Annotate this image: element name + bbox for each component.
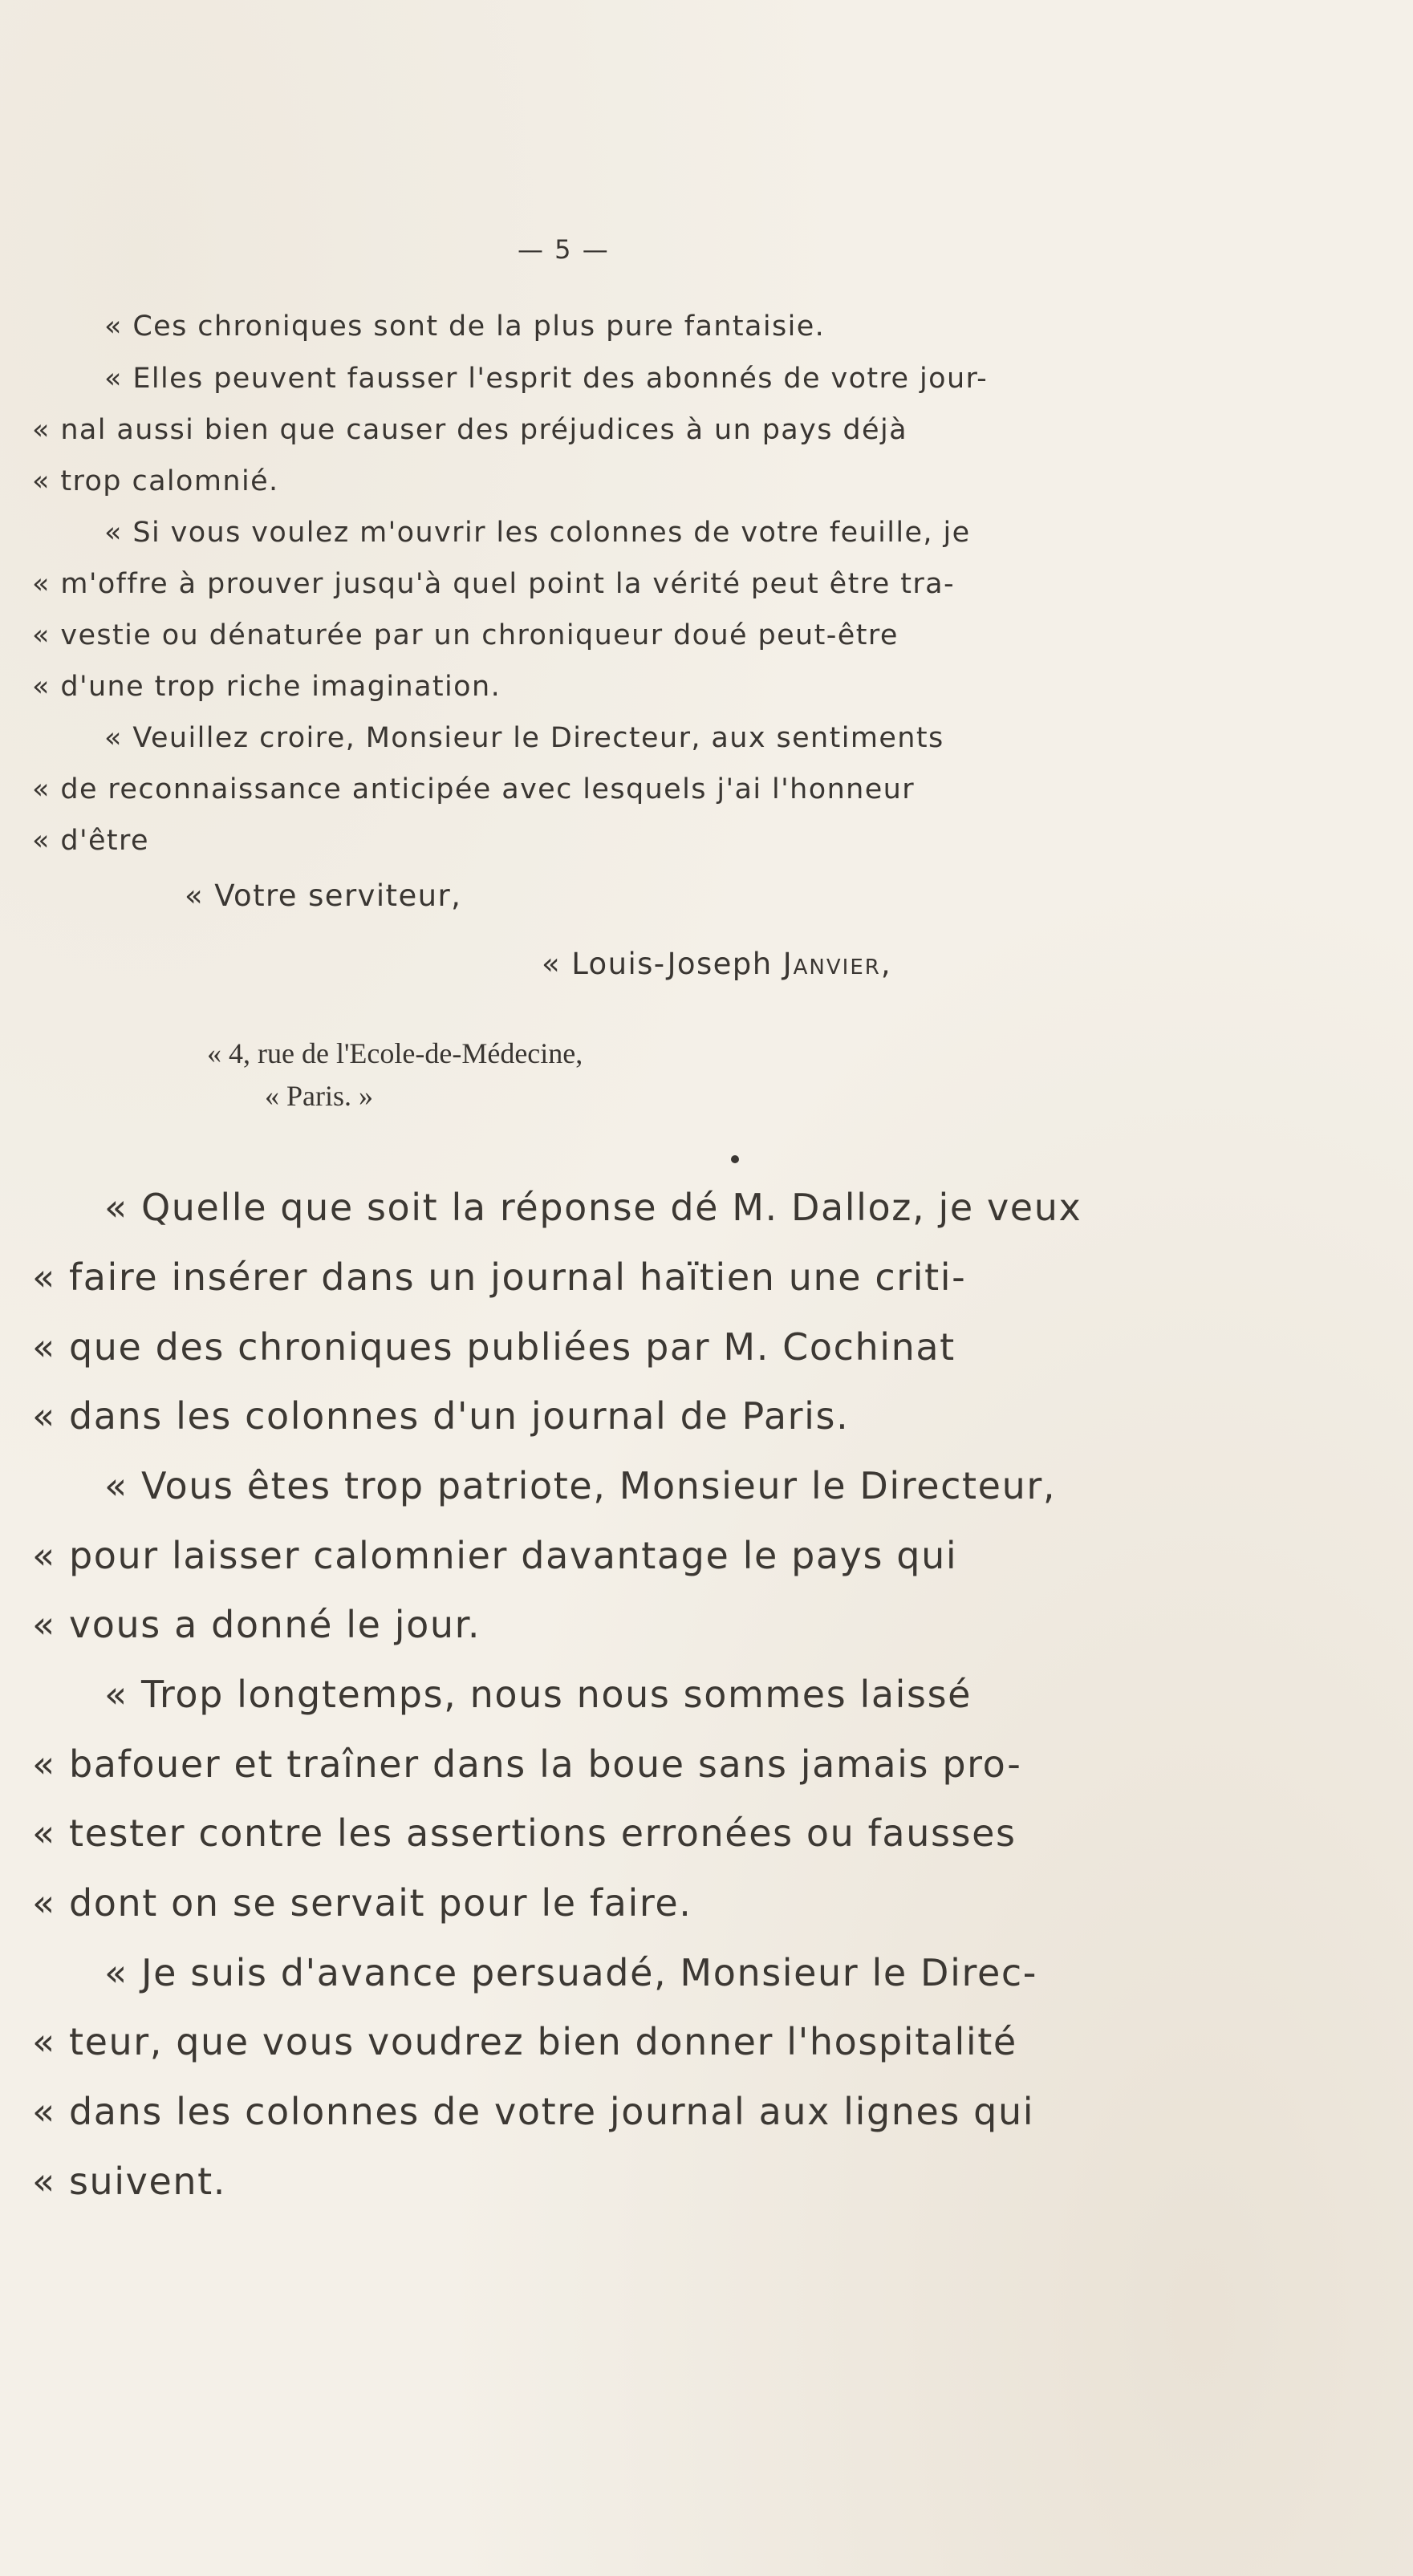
- body-line-3: « que des chroniques publiées par M. Cochinat: [32, 1325, 956, 1369]
- letter-line-1: « Ces chroniques sont de la plus pure fantaisie.: [104, 310, 826, 343]
- body-line-13: « teur, que vous voudrez bien donner l'hospitalité: [32, 2020, 1017, 2063]
- letter-line-8: « d'une trop riche imagination.: [32, 671, 501, 703]
- body-line-15: « suivent.: [32, 2160, 227, 2203]
- letter-line-3: « nal aussi bien que causer des préjudices à un pays déjà: [32, 414, 907, 446]
- body-line-8: « Trop longtemps, nous nous sommes laissé: [104, 1673, 972, 1716]
- body-line-6: « pour laisser calomnier davantage le pays qui: [32, 1534, 958, 1577]
- letter-line-10: « de reconnaissance anticipée avec lesquels j'ai l'honneur: [32, 773, 916, 805]
- body-line-12: « Je suis d'avance persuadé, Monsieur le Direc-: [104, 1951, 1037, 1994]
- signature-name: « Louis-Joseph: [542, 947, 783, 981]
- signature-surname: Janvier: [782, 947, 881, 981]
- body-line-4: « dans les colonnes d'un journal de Paris.: [32, 1394, 850, 1438]
- letter-line-7: « vestie ou dénaturée par un chroniqueur doué peut-être: [32, 619, 899, 651]
- letter-line-9: « Veuillez croire, Monsieur le Directeur, aux sentiments: [104, 722, 944, 754]
- body-line-2: « faire insérer dans un journal haïtien une criti-: [32, 1256, 967, 1299]
- letter-line-5: « Si vous voulez m'ouvrir les colonnes de votre feuille, je: [104, 517, 971, 549]
- letter-line-11: « d'être: [32, 825, 149, 857]
- letter-closing: « Votre serviteur,: [185, 878, 462, 913]
- letter-line-6: « m'offre à prouver jusqu'à quel point la vérité peut être tra-: [32, 568, 956, 600]
- letter-signature: [542, 947, 891, 981]
- signature-suffix: ,: [880, 947, 891, 981]
- letter-line-2: « Elles peuvent fausser l'esprit des abonnés de votre jour-: [104, 363, 989, 395]
- body-line-5: « Vous êtes trop patriote, Monsieur le Directeur,: [104, 1464, 1057, 1507]
- body-line-1: « Quelle que soit la réponse dé M. Dalloz, je veux: [104, 1186, 1082, 1229]
- letter-address-line-1: « 4, rue de l'Ecole-de-Médecine,: [207, 1037, 583, 1069]
- body-line-11: « dont on se servait pour le faire.: [32, 1881, 692, 1925]
- letter-address-line-2: « Paris. »: [265, 1080, 373, 1112]
- letter-line-4: « trop calomnié.: [32, 465, 279, 497]
- separator-dot: [731, 1155, 739, 1163]
- body-line-14: « dans les colonnes de votre journal aux lignes qui: [32, 2090, 1035, 2133]
- body-line-10: « tester contre les assertions erronées ou fausses: [32, 1811, 1017, 1855]
- page-number: — 5 —: [518, 234, 610, 265]
- body-line-7: « vous a donné le jour.: [32, 1603, 481, 1646]
- body-line-9: « bafouer et traîner dans la boue sans jamais pro-: [32, 1742, 1022, 1786]
